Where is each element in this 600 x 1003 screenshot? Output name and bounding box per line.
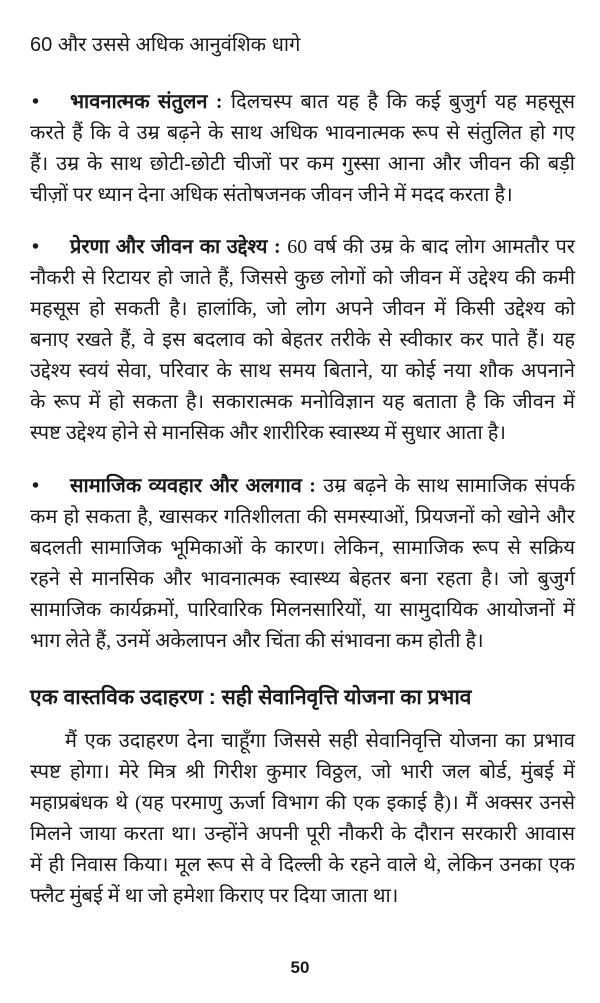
bullet-icon: •: [32, 475, 40, 497]
bullet-icon: •: [32, 236, 40, 258]
bullet-icon: •: [32, 91, 40, 113]
bullet-emotional-balance-line: [30, 88, 575, 116]
text-line: नौकरी से रिटायर हो जाते हैं, जिससे कुछ लोगों को जीवन में उद्देश्य की कमी: [30, 267, 575, 289]
bullet-purpose-line: [30, 233, 575, 261]
text-line: सामाजिक कार्यक्रमों, पारिवारिक मिलनसारियों, या सामुदायिक आयोजनों में: [30, 599, 575, 621]
text-line: चीज़ों पर ध्यान देना अधिक संतोषजनक जीवन जीने में मदद करता है।: [30, 184, 513, 206]
running-header: 60 और उससे अधिक आनुवंशिक धागे: [30, 34, 301, 56]
text-line: दिलचस्प बात यह है कि कई बुजुर्ग यह महसूस: [222, 91, 575, 113]
text-line: बदलती सामाजिक भूमिकाओं के कारण। लेकिन, सामाजिक रूप से सक्रिय: [30, 537, 575, 559]
text-line: 60 वर्ष की उम्र के बाद लोग आमतौर पर: [280, 236, 575, 258]
text-line: हैं। उम्र के साथ छोटी-छोटी चीजों पर कम गुस्सा आना और जीवन की बड़ी: [30, 153, 575, 175]
text-line: फ्लैट मुंबई में था जो हमेशा किराए पर दिया जाता था।: [30, 885, 399, 907]
text-line: मिलने जाया करता था। उन्होंने अपनी पूरी नौकरी के दौरान सरकारी आवास: [30, 823, 575, 845]
text-line: महाप्रबंधक थे (यह परमाणु ऊर्जा विभाग की एक इकाई है)। मैं अक्सर उनसे: [30, 792, 575, 814]
text-line: करते हैं कि वे उम्र बढ़ने के साथ अधिक भावनात्मक रूप से संतुलित हो गए: [30, 122, 575, 144]
text-line: स्पष्ट उद्देश्य होने से मानसिक और शारीरिक स्वास्थ्य में सुधार आता है।: [30, 422, 506, 444]
text-line: में ही निवास किया। मूल रूप से वे दिल्ली के रहने वाले थे, लेकिन उनका एक: [30, 854, 575, 876]
text-line: स्पष्ट होगा। मेरे मित्र श्री गिरीश कुमार विठ्ठल, जो भारी जल बोर्ड, मुंबई में: [30, 761, 575, 783]
text-line: उम्र बढ़ने के साथ सामाजिक संपर्क: [315, 475, 575, 497]
page-number: 50: [290, 958, 310, 977]
text-line: महसूस हो सकती है। हालांकि, जो लोग अपने जीवन में किसी उद्देश्य को: [30, 298, 575, 320]
text-line: के रूप में हो सकता है। सकारात्मक मनोविज्ञान यह बताता है कि जीवन में: [30, 391, 575, 413]
text-line: रहने से मानसिक और भावनात्मक स्वास्थ्य बेहतर बना रहता है। जो बुजुर्ग: [30, 568, 575, 590]
text-line: भाग लेते हैं, उनमें अकेलापन और चिंता की संभावना कम होती है।: [30, 630, 484, 652]
text-line: कम हो सकता है, खासकर गतिशीलता की समस्याओं, प्रियजनों को खोने और: [30, 506, 575, 528]
bullet-social-line: [30, 472, 575, 500]
text-line: बनाए रखते हैं, वे इस बदलाव को बेहतर तरीके से स्वीकार कर पाते हैं। यह: [30, 329, 575, 351]
bullet-lead: प्रेरणा और जीवन का उद्देश्य :: [70, 236, 281, 258]
text-line: मैं एक उदाहरण देना चाहूँगा जिससे सही सेवानिवृत्ति योजना का प्रभाव: [65, 730, 575, 752]
paragraph-first-line: [30, 727, 575, 755]
text-line: उद्देश्य स्वयं सेवा, परिवार के साथ समय बिताने, या कोई नया शौक अपनाने: [30, 360, 575, 382]
bullet-lead: सामाजिक व्यवहार और अलगाव :: [70, 475, 316, 497]
bullet-lead: भावनात्मक संतुलन :: [70, 91, 223, 113]
section-subheading: एक वास्तविक उदाहरण : सही सेवानिवृत्ति योजना का प्रभाव: [30, 686, 472, 709]
